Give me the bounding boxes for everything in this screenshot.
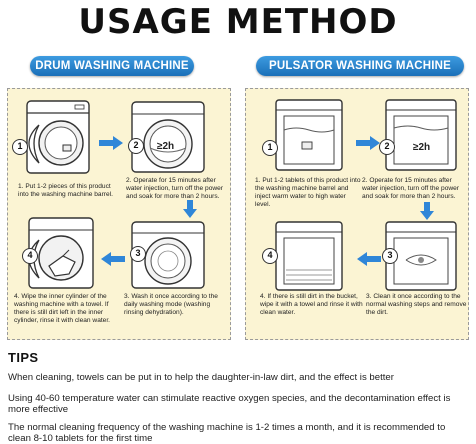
drum-step-3-caption: 3. Wash it once according to the daily washing mode (washing rinsing dehydration). (124, 293, 218, 316)
arrow-down-icon (183, 200, 197, 218)
arrow-down-icon (420, 202, 434, 220)
pulsator-wipe-rinse-illustration (266, 220, 352, 292)
drum-machine-open-door-illustration (13, 97, 95, 177)
pulsator-step-1-number: 1 (262, 140, 278, 156)
drum-step-4-number: 4 (22, 248, 38, 264)
pulsator-section-heading: PULSATOR WASHING MACHINE (256, 56, 464, 76)
pulsator-soak-illustration (382, 98, 464, 172)
drum-step-1-number: 1 (12, 139, 28, 155)
pulsator-step-3-number: 3 (382, 248, 398, 264)
page-title: USAGE METHOD (78, 2, 398, 42)
drum-step-4-caption: 4. Wipe the inner cylinder of the washing machine with a towel. If there is still dirt left in the inner cylinder, rinse it with clean water. (14, 293, 111, 324)
pulsator-soak-time-badge: ≥2h (413, 142, 431, 153)
pulsator-step-2-number: 2 (379, 139, 395, 155)
pulsator-barrel-water-illustration (266, 98, 352, 172)
drum-soak-illustration (128, 100, 208, 174)
pulsator-step-4-number: 4 (262, 248, 278, 264)
drum-step-2-number: 2 (128, 138, 144, 154)
drum-section-heading: DRUM WASHING MACHINE (30, 56, 194, 76)
arrow-right-icon (356, 136, 380, 150)
tip-item: The normal cleaning frequency of the washing machine is 1-2 times a month, and it is recommended to clean 8-10 tablets for the first time (8, 422, 446, 444)
pulsator-step-1-caption: 1. Put 1-2 tablets of this product into the washing machine barrel and inject warm water to high water level. (255, 177, 361, 208)
drum-step-2-caption: 2. Operate for 15 minutes after water injection, turn off the power and soak for more than 2 hours. (126, 177, 224, 200)
drum-step-3-number: 3 (130, 246, 146, 262)
arrow-left-icon (101, 252, 125, 266)
pulsator-step-4-caption: 4. If there is still dirt in the bucket, wipe it with a towel and rinse it with clean water. (260, 293, 363, 316)
tips-heading: TIPS (8, 350, 39, 365)
pulsator-step-3-caption: 3. Clean it once according to the normal washing steps and remove the dirt. (366, 293, 467, 316)
pulsator-step-2-caption: 2. Operate for 15 minutes after water injection, turn off the power and soak for more than 2 hours. (362, 177, 460, 200)
drum-soak-time-badge: ≥2h (157, 141, 175, 152)
arrow-right-icon (99, 136, 123, 150)
drum-step-1-caption: 1. Put 1-2 pieces of this product into the washing machine barrel. (18, 183, 113, 198)
tip-item: Using 40-60 temperature water can stimulate reactive oxygen species, and the decontamination effect is more effective (8, 393, 451, 415)
arrow-left-icon (357, 252, 381, 266)
tip-item: When cleaning, towels can be put in to help the daughter-in-law dirt, and the effect is better (8, 372, 394, 383)
